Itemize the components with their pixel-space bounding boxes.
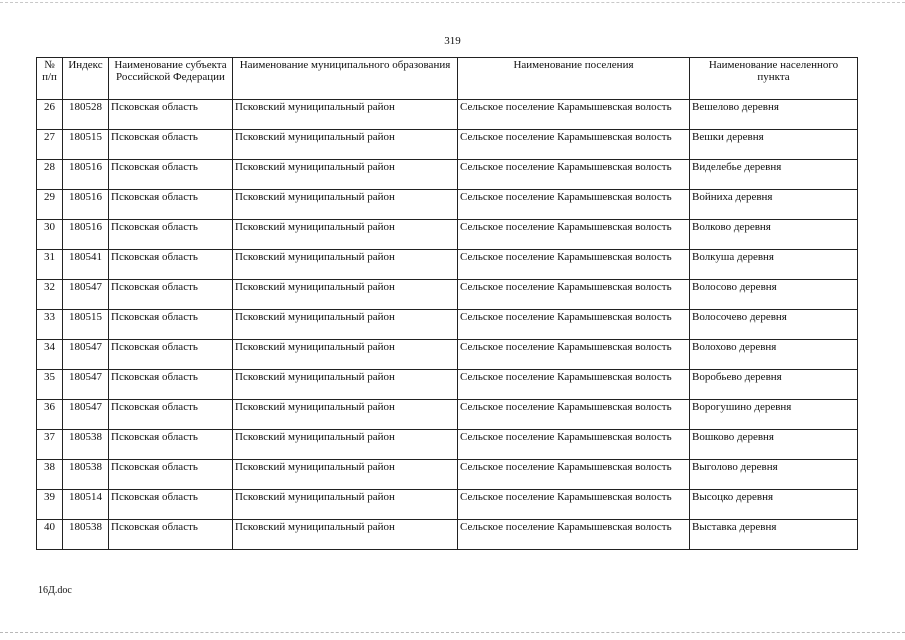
table-row [37,460,858,490]
table-row [37,130,858,160]
cell-settlement: Сельское поселение Карамышевская волость [458,130,690,160]
cell-locality: Виделебье деревня [690,160,858,190]
cell-subject: Псковская область [109,310,233,340]
cell-municipality: Псковский муниципальный район [233,400,458,430]
cell-municipality: Псковский муниципальный район [233,460,458,490]
cell-num: 35 [37,370,63,400]
cell-index: 180528 [63,100,109,130]
table-row [37,490,858,520]
cell-locality: Войниха деревня [690,190,858,220]
cell-num: 39 [37,490,63,520]
cell-index: 180516 [63,190,109,220]
cell-num: 36 [37,400,63,430]
cell-subject: Псковская область [109,490,233,520]
cell-municipality: Псковский муниципальный район [233,430,458,460]
cell-locality: Высоцко деревня [690,490,858,520]
table-row [37,160,858,190]
cell-settlement: Сельское поселение Карамышевская волость [458,160,690,190]
scan-edge-bottom [0,632,905,633]
cell-settlement: Сельское поселение Карамышевская волость [458,490,690,520]
cell-index: 180515 [63,130,109,160]
cell-index: 180538 [63,460,109,490]
table-header [37,58,858,100]
header-municipality: Наименование муниципального образования [233,58,458,100]
table-row [37,400,858,430]
cell-municipality: Псковский муниципальный район [233,520,458,550]
cell-subject: Псковская область [109,100,233,130]
header-row [37,58,858,100]
cell-index: 180516 [63,220,109,250]
cell-num: 27 [37,130,63,160]
page-number: 319 [444,35,461,47]
header-locality: Наименование населенного пункта [690,58,858,100]
cell-settlement: Сельское поселение Карамышевская волость [458,370,690,400]
cell-locality: Воробьево деревня [690,370,858,400]
cell-municipality: Псковский муниципальный район [233,310,458,340]
cell-settlement: Сельское поселение Карамышевская волость [458,520,690,550]
cell-locality: Волково деревня [690,220,858,250]
cell-num: 34 [37,340,63,370]
cell-index: 180538 [63,430,109,460]
cell-num: 37 [37,430,63,460]
cell-subject: Псковская область [109,340,233,370]
cell-municipality: Псковский муниципальный район [233,280,458,310]
cell-subject: Псковская область [109,250,233,280]
cell-settlement: Сельское поселение Карамышевская волость [458,310,690,340]
cell-subject: Псковская область [109,220,233,250]
footer-file-name: 16Д.doc [38,585,72,596]
cell-index: 180516 [63,160,109,190]
header-subject: Наименование субъекта Российской Федерации [109,58,233,100]
cell-settlement: Сельское поселение Карамышевская волость [458,400,690,430]
cell-locality: Вешелово деревня [690,100,858,130]
cell-subject: Псковская область [109,460,233,490]
cell-index: 180515 [63,310,109,340]
cell-municipality: Псковский муниципальный район [233,100,458,130]
cell-index: 180541 [63,250,109,280]
cell-settlement: Сельское поселение Карамышевская волость [458,460,690,490]
cell-municipality: Псковский муниципальный район [233,370,458,400]
cell-num: 29 [37,190,63,220]
cell-subject: Псковская область [109,520,233,550]
header-num: № п/п [37,58,63,100]
cell-subject: Псковская область [109,280,233,310]
cell-locality: Ворогушино деревня [690,400,858,430]
cell-settlement: Сельское поселение Карамышевская волость [458,250,690,280]
cell-settlement: Сельское поселение Карамышевская волость [458,430,690,460]
table-row [37,340,858,370]
cell-locality: Волкуша деревня [690,250,858,280]
table-row [37,190,858,220]
cell-subject: Псковская область [109,400,233,430]
cell-locality: Вешки деревня [690,130,858,160]
table-row [37,250,858,280]
cell-num: 30 [37,220,63,250]
table-row [37,280,858,310]
table-row [37,370,858,400]
cell-settlement: Сельское поселение Карамышевская волость [458,100,690,130]
cell-municipality: Псковский муниципальный район [233,340,458,370]
cell-settlement: Сельское поселение Карамышевская волость [458,280,690,310]
cell-num: 32 [37,280,63,310]
cell-municipality: Псковский муниципальный район [233,130,458,160]
cell-locality: Вошково деревня [690,430,858,460]
cell-locality: Волосочево деревня [690,310,858,340]
cell-municipality: Псковский муниципальный район [233,250,458,280]
table-row [37,520,858,550]
cell-index: 180514 [63,490,109,520]
cell-municipality: Псковский муниципальный район [233,190,458,220]
scan-edge-top [0,2,905,3]
cell-municipality: Псковский муниципальный район [233,160,458,190]
cell-num: 38 [37,460,63,490]
cell-num: 26 [37,100,63,130]
cell-num: 31 [37,250,63,280]
cell-locality: Волосово деревня [690,280,858,310]
cell-index: 180538 [63,520,109,550]
cell-index: 180547 [63,280,109,310]
cell-subject: Псковская область [109,430,233,460]
table-row [37,220,858,250]
cell-settlement: Сельское поселение Карамышевская волость [458,340,690,370]
cell-index: 180547 [63,370,109,400]
cell-subject: Псковская область [109,160,233,190]
table-row [37,430,858,460]
settlements-table [36,57,858,550]
header-index: Индекс [63,58,109,100]
cell-index: 180547 [63,340,109,370]
cell-locality: Волохово деревня [690,340,858,370]
header-settlement: Наименование поселения [458,58,690,100]
cell-subject: Псковская область [109,370,233,400]
cell-index: 180547 [63,400,109,430]
cell-num: 40 [37,520,63,550]
cell-subject: Псковская область [109,190,233,220]
cell-municipality: Псковский муниципальный район [233,490,458,520]
table-body [37,100,858,550]
cell-municipality: Псковский муниципальный район [233,220,458,250]
cell-locality: Выголово деревня [690,460,858,490]
cell-num: 28 [37,160,63,190]
cell-settlement: Сельское поселение Карамышевская волость [458,190,690,220]
cell-settlement: Сельское поселение Карамышевская волость [458,220,690,250]
table-row [37,310,858,340]
cell-locality: Выставка деревня [690,520,858,550]
cell-num: 33 [37,310,63,340]
cell-subject: Псковская область [109,130,233,160]
table-row [37,100,858,130]
